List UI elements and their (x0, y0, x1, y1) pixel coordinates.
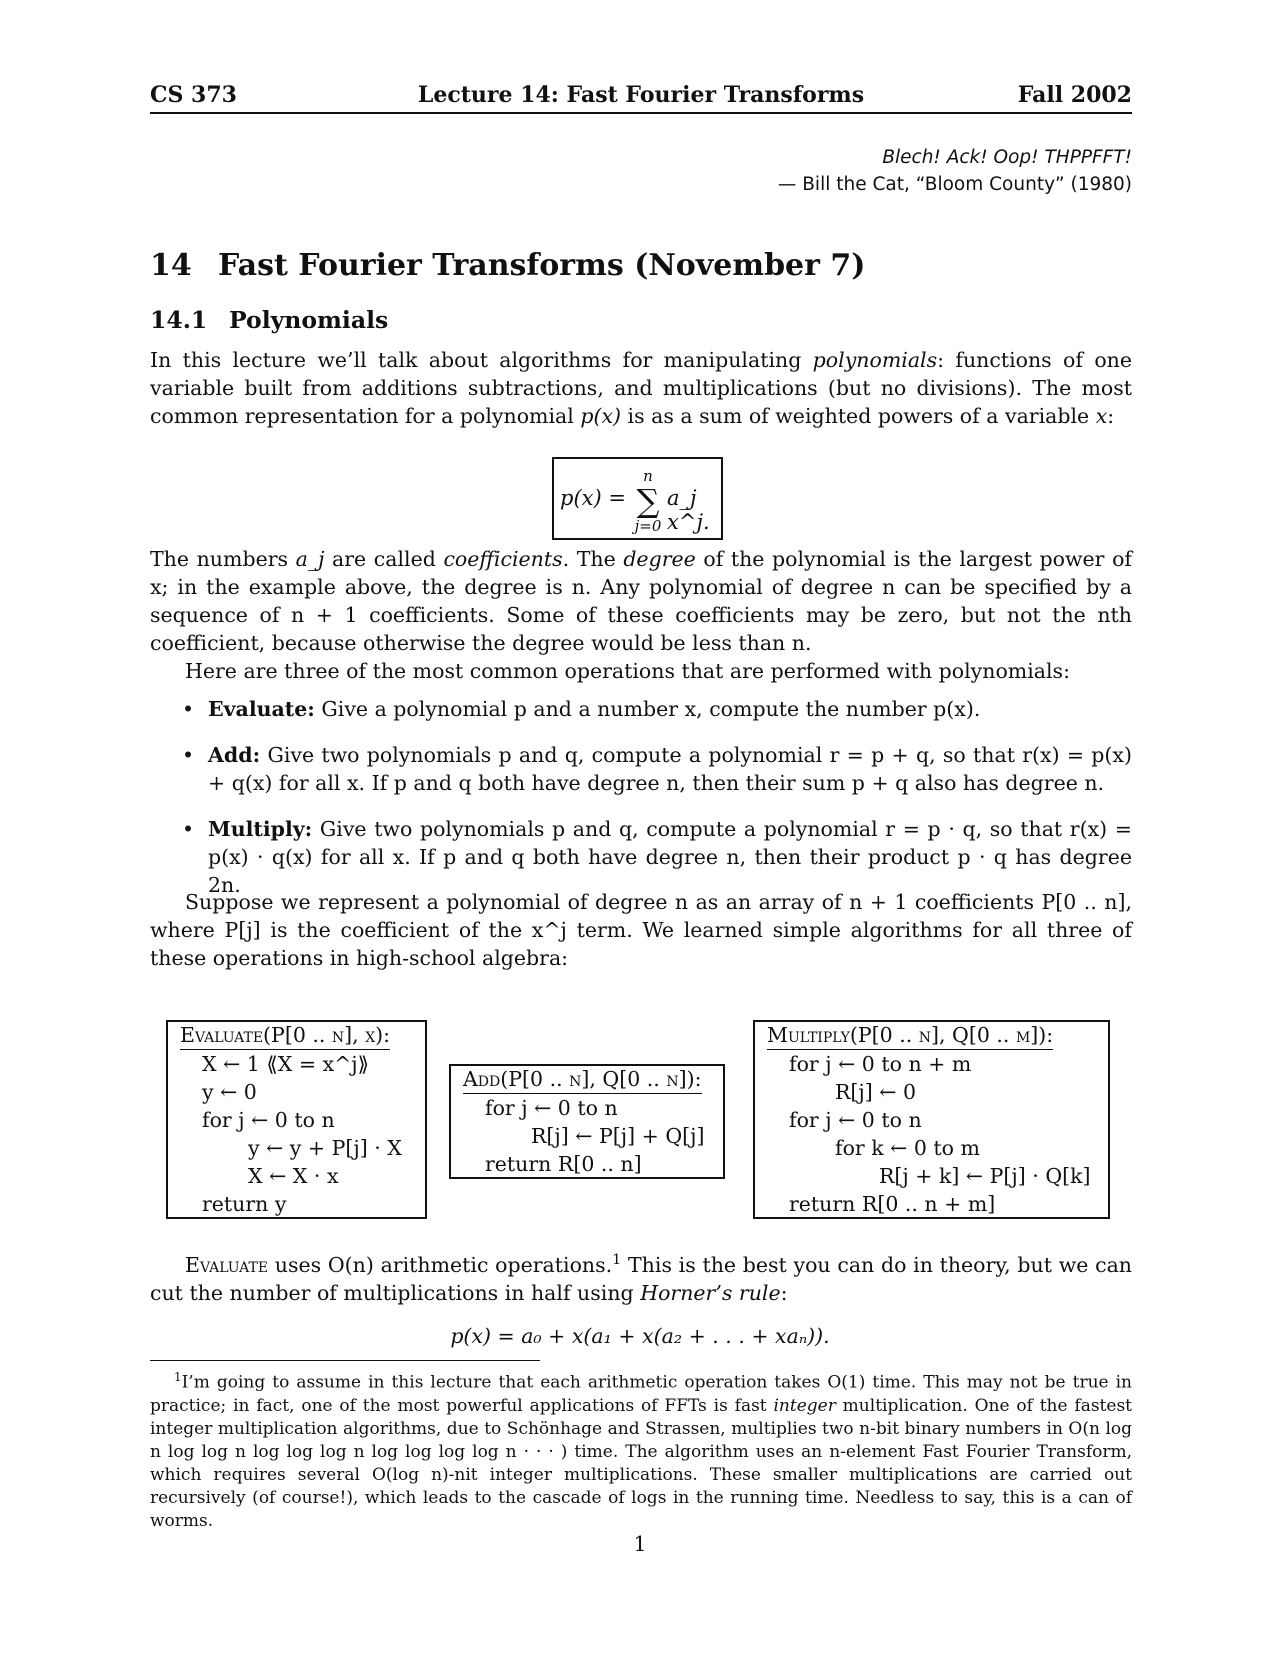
section-title: Fast Fourier Transforms (November 7) (218, 248, 866, 283)
bullet-label: Add: (208, 743, 261, 767)
paragraph-horner: Evaluate uses O(n) arithmetic operations.$^1$ This is the best you can do in theory, but we can cut the number of multiplications in half using Horner’s rule: (150, 1252, 1132, 1305)
paragraph-coefficients: The numbers a_j are called coefficients. The degree of the polynomial is the largest power of x; in the example above, the degree is n. Any polynomial of degree n can be specified by a sequence of n + 1 coefficients. Some of these coefficients may be zero, but not the nth coefficient, because otherwise the degree would be less than n. Here are three of the most common operations that are performed with polynomials: (150, 547, 1132, 683)
bullet-label: Multiply: (208, 817, 313, 841)
subsection-number: 14.1 (150, 306, 208, 334)
code-line: y ← y + P[j] · X (248, 1136, 402, 1160)
code-line: for k ← 0 to m (835, 1136, 980, 1160)
horner-equation: p(x) = a₀ + x(a₁ + x(a₂ + . . . + xaₙ)). (450, 1324, 830, 1348)
list-item: • Evaluate: Give a polynomial p and a number x, compute the number p(x). (182, 697, 981, 721)
code-line: R[j + k] ← P[j] · Q[k] (879, 1164, 1091, 1188)
code-line: R[j] ← P[j] + Q[j] (531, 1124, 705, 1148)
paragraph-representation: Suppose we represent a polynomial of degree n as an array of n + 1 coefficients P[0 .. n], where P[j] is the coefficient of the x^j term. We learned simple algorithms for all three of these operations in high-school algebra: (150, 890, 1132, 970)
section-number: 14 (150, 248, 192, 283)
subsection-heading (150, 306, 388, 334)
term-polynomials: polynomials (812, 348, 938, 372)
bullet-label: Evaluate: (208, 697, 315, 721)
list-item: • Add: Give two polynomials p and q, compute a polynomial r = p + q, so that r(x) = p(x) + q(x) for all x. If p and q both have degree n, then their sum p + q also has degree n. (182, 743, 1132, 795)
evaluate-algorithm (166, 1020, 427, 1219)
sum-upper: n (643, 467, 653, 485)
sigma-symbol: ∑ (636, 482, 660, 520)
footnote: $^1$I’m going to assume in this lecture that each arithmetic operation takes O(1) time. This may not be true in practice; in fact, one of the most powerful applications of FFTs is fast integer multiplication. One of the fastest integer multiplication algorithms, due to Schönhage and Strassen, multiplies two n-bit binary numbers in O(n log n log log n log log log n log log log log n · · · ) time. The algorithm uses an n-element Fast Fourier Transform, which requires several O(log n)-nit integer multiplications. These smaller multiplications are carried out recursively (of course!), which leads to the cascade of logs in the running time. Needless to say, this is a can of worms. (150, 1370, 1132, 1531)
list-item: • Multiply: Give two polynomials p and q, compute a polynomial r = p · q, so that r(x) = p(x) · q(x) for all x. If p and q both have degree n, then their product p · q has degree 2n. (182, 817, 1132, 897)
epigraph-quote: Blech! Ack! Oop! THPPFFT! (882, 147, 1132, 168)
section-heading (150, 248, 865, 283)
algorithm-title: Multiply(P[0 .. n], Q[0 .. m]): (767, 1022, 1053, 1050)
code-line: for j ← 0 to n + m (789, 1052, 972, 1076)
add-algorithm (449, 1064, 725, 1179)
code-line: return R[0 .. n] (485, 1152, 642, 1176)
paragraph-operations: Here are three of the most common operations that are performed with polynomials: (185, 659, 1070, 683)
epigraph-attribution: — Bill the Cat, “Bloom County” (1980) (777, 174, 1132, 195)
code-line: for j ← 0 to n (789, 1108, 922, 1132)
algorithm-title: Add(P[0 .. n], Q[0 .. n]): (463, 1066, 702, 1094)
code-line: X ← 1 ⟪X = x^j⟫ (202, 1052, 370, 1076)
running-header (150, 82, 1132, 114)
code-line: return R[0 .. n + m] (789, 1192, 996, 1216)
formula-rhs: a_j x^j. (667, 486, 710, 534)
term-coefficients: coefficients (443, 547, 563, 571)
formula-lhs: p(x) = (560, 486, 626, 510)
multiply-algorithm (753, 1020, 1110, 1219)
code-line: return y (202, 1192, 287, 1216)
term: Fall 2002 (1017, 82, 1132, 108)
code-line: for j ← 0 to n (485, 1096, 618, 1120)
algorithm-title: Evaluate(P[0 .. n], x): (180, 1022, 390, 1050)
footnote-mark: 1 (612, 1252, 622, 1268)
term-degree: degree (623, 547, 696, 571)
code-line: for j ← 0 to n (202, 1108, 335, 1132)
code-line: X ← X · x (248, 1164, 339, 1188)
paragraph-intro: In this lecture we’ll talk about algorithms for manipulating polynomials: functions of one variable built from additions subtractions, and multiplications (but no divisions). The most common representation for a polynomial p(x) is as a sum of weighted powers of a variable x: (150, 348, 1132, 428)
subsection-title: Polynomials (229, 306, 389, 334)
code-line: R[j] ← 0 (835, 1080, 917, 1104)
lecture-title: Lecture 14: Fast Fourier Transforms (417, 82, 865, 108)
footnote-number: 1 (174, 1370, 182, 1384)
polynomial-formula (552, 457, 723, 540)
course-code: CS 373 (150, 82, 237, 108)
term-horners-rule: Horner’s rule (640, 1280, 781, 1305)
sum-lower: j=0 (634, 517, 662, 535)
epigraph (778, 144, 1132, 198)
page-number: 1 (633, 1532, 647, 1556)
summation (629, 467, 667, 535)
code-line: y ← 0 (202, 1080, 257, 1104)
footnote-rule (150, 1360, 540, 1361)
